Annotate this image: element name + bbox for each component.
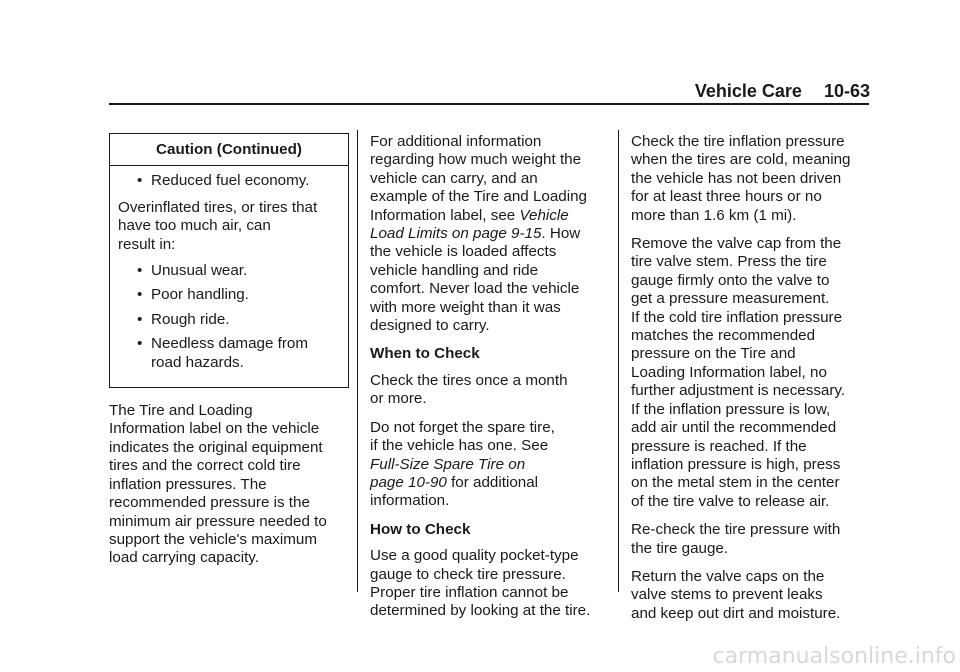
column-1 [109,133,349,578]
list-item: • Reduced fuel economy. [137,172,310,190]
heading-when-to-check: When to Check [370,345,480,363]
caution-list [118,262,340,372]
paragraph-measure-pressure: Remove the valve cap from the tire valve stem. Press the tire gauge firmly onto the valve to get a pressure measurement. If the cold tire inflation pressure matches the recommended pressure on the Tire and Loading Information label, no further adjustment is necessary. If the inflation pressure is low, add air until the recommended pressure is reached. If the inflation pressure is high, press on the metal stem in the center of the tire valve to release air. [631,235,846,510]
paragraph-valve-caps: Return the valve caps on the valve stems to prevent leaks and keep out dirt and moisture. [631,567,841,622]
column-3 [631,133,871,633]
caution-intro: Overinflated tires, or tires that have too much air, can result in: [118,198,318,253]
caution-box [109,133,349,388]
link-vehicle-load-limits[interactable]: Vehicle [519,206,569,224]
caution-list-top [118,172,340,190]
paragraph-spare-tire: Do not forget the spare tire, if the vehicle has one. See Full-Size Spare Tire on page 10-90 for additional information. [370,418,555,510]
bullet-icon: • [137,286,143,304]
caution-title: Caution (Continued) [110,134,348,166]
bullet-icon: • [137,335,143,353]
heading-how-to-check: How to Check [370,520,471,538]
link-spare-tire-page[interactable]: page 10-90 [370,473,447,491]
bullet-icon: • [137,172,143,190]
paragraph-recheck: Re-check the tire pressure with the tire gauge. [631,521,841,557]
page-header [695,81,870,101]
paragraph-tire-label: The Tire and Loading Information label on the vehicle indicates the original equipment tires and the correct cold tire inflation pressures. The recommended pressure is the minimum air pressure needed to support the vehicle's maximum load carrying capacity. [109,402,327,567]
list-item: • Needless damage from road hazards. [137,335,309,371]
section-title: Vehicle Care [694,81,802,101]
list-item: • Unusual wear. [137,262,248,280]
bullet-icon: • [137,310,143,328]
page-number: 10-63 [823,81,870,101]
header-rule [109,103,869,105]
caution-body [110,172,348,372]
link-spare-tire[interactable]: Full-Size Spare Tire on [370,455,526,473]
paragraph-how-to-check: Use a good quality pocket-type gauge to check tire pressure. Proper tire inflation cannot be determined by looking at the tire. [370,547,591,620]
link-vehicle-load-limits-page[interactable]: Load Limits on page 9-15 [370,225,542,243]
bullet-icon: • [137,262,143,280]
list-item: • Rough ride. [137,310,230,328]
watermark: carmanualsonline.info [712,644,956,669]
paragraph-cold-tires: Check the tire inflation pressure when the tires are cold, meaning the vehicle has not been driven for at least three hours or no more than 1.6 km (1 mi). [631,133,851,224]
paragraph-weight-info: For additional information regarding how much weight the vehicle can carry, and an example of the Tire and Loading Information label, see Vehicle Load Limits on page 9-15. How the vehicle is loaded affects vehicle handling and ride comfort. Never load the vehicle with more weight than it was designed to carry. [370,133,587,335]
paragraph-when-to-check: Check the tires once a month or more. [370,371,568,408]
column-2 [370,133,610,631]
column-divider-left [357,130,358,592]
list-item: • Poor handling. [137,286,249,304]
column-divider-right [618,130,619,592]
